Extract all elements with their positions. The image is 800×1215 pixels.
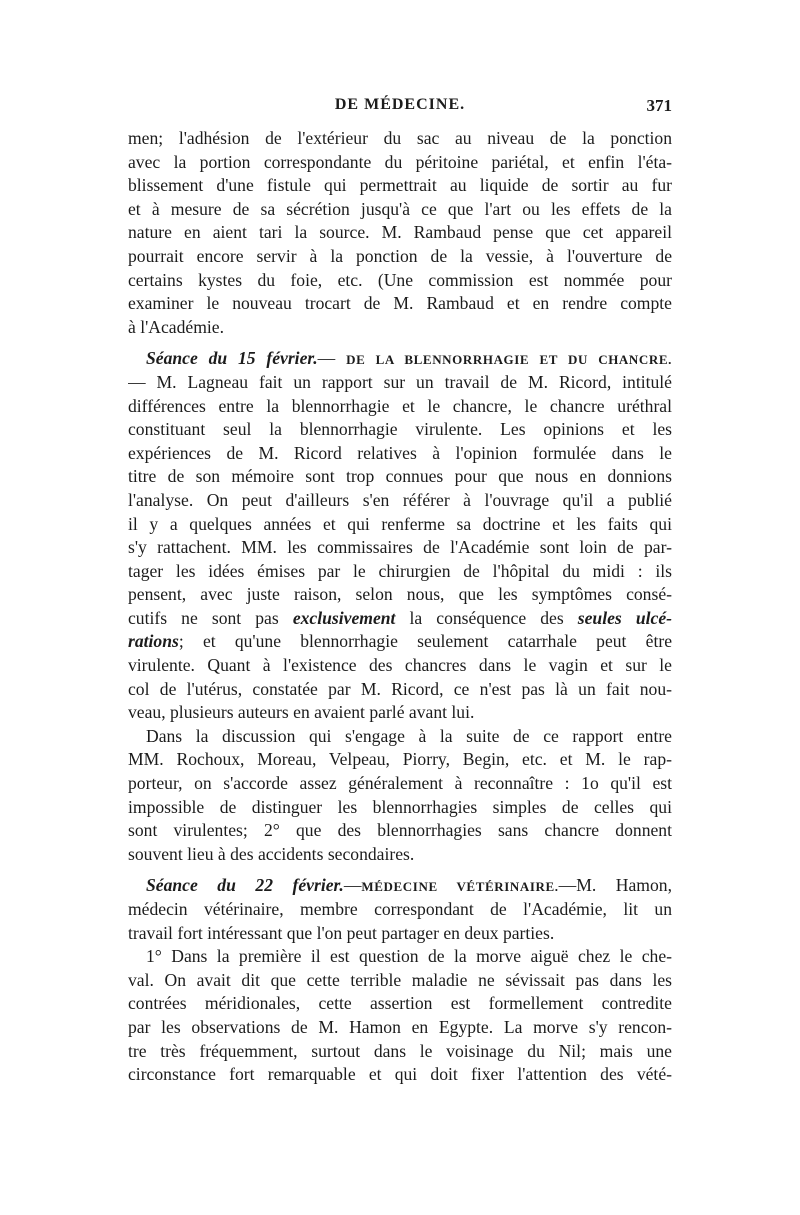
text-line: sont virulentes; 2° que des blennorrhagies sans chancre donnent (128, 820, 672, 841)
text-line: circonstance fort remarquable et qui doit fixer l'attention des vété- (128, 1064, 672, 1085)
text-line: titre de son mémoire sont trop connues pour que nous en donnions (128, 466, 672, 487)
text-line: constituant seul la blennorrhagie virulente. Les opinions et les (128, 419, 672, 440)
text-line: travail fort intéressant que l'on peut partager en deux parties. (128, 922, 555, 943)
text-line: certains kystes du foie, etc. (Une commission est nommée pour (128, 269, 672, 290)
text-line: — M. Lagneau fait un rapport sur un travail de M. Ricord, intitulé (128, 371, 672, 392)
text-line: examiner le nouveau trocart de M. Rambaud et en rendre compte (128, 293, 672, 314)
text-line: tager les idées émises par le chirurgien de l'hôpital du midi : ils (128, 560, 672, 581)
text-line: MM. Rochoux, Moreau, Velpeau, Piorry, Begin, etc. et M. le rap- (128, 749, 672, 770)
text-line: impossible de distinguer les blennorrhagies simples de celles qui (128, 796, 672, 817)
text-line: virulente. Quant à l'existence des chancres dans le vagin et sur le (128, 655, 672, 676)
session-date: Séance du 15 février. (146, 348, 318, 369)
text-line: expériences de M. Ricord relatives à l'opinion formulée dans le (128, 442, 672, 463)
text-line: val. On avait dit que cette terrible maladie ne sévissait pas dans les (128, 969, 672, 990)
text-line: par les observations de M. Hamon en Egypte. La morve s'y rencon- (128, 1016, 672, 1037)
text-line: nature en aient tari la source. M. Rambaud pense que cet appareil (128, 222, 672, 243)
page-number: 371 (646, 96, 672, 115)
text-line (128, 607, 672, 631)
paragraph-gap (128, 866, 672, 874)
text-line: différences entre la blennorrhagie et le chancre, le chancre uréthral (128, 395, 672, 416)
text-line: veau, plusieurs auteurs en avaient parlé avant lui. (128, 702, 475, 723)
text-run: ; et qu'une blennorrhagie seulement catarrhale peut être (178, 631, 672, 652)
paragraph-seance-22-fevrier (128, 874, 672, 945)
text-line: et à mesure de sa sécrétion jusqu'à ce que l'art ou les effets de la (128, 198, 672, 219)
text-line: porteur, on s'accorde assez généralement à reconnaître : 1o qu'il est (128, 773, 672, 794)
text-line: blissement d'une fistule qui permettrait au liquide de sortir au fur (128, 175, 672, 196)
text-line: pourrait encore servir à la ponction de la vessie, à l'ouverture de (128, 245, 672, 266)
session-heading-line (128, 347, 672, 371)
text-line: Dans la discussion qui s'engage à la suite de ce rapport entre (146, 725, 672, 746)
text-line: pensent, avec juste raison, selon nous, que les symptômes consé- (128, 584, 672, 605)
text-line: men; l'adhésion de l'extérieur du sac au niveau de la ponction (128, 128, 672, 148)
paragraph-seance-15-fevrier (128, 347, 672, 725)
text-line: à l'Académie. (128, 316, 224, 337)
running-header (128, 96, 672, 122)
emphasis-text: exclusivement (292, 607, 396, 628)
session-heading-line (128, 874, 672, 898)
text-line: avec la portion correspondante du péritoine pariétal, et enfin l'éta- (128, 151, 672, 172)
dash: — (317, 348, 347, 369)
running-title: DE MÉDECINE. (334, 96, 466, 113)
paragraph-morve (128, 945, 672, 1087)
text-line: souvent lieu à des accidents secondaires. (128, 843, 415, 864)
text-run: la conséquence des (395, 607, 578, 628)
text-run: cutifs ne sont pas (128, 607, 293, 628)
paragraph-discussion (128, 725, 672, 867)
session-date: Séance du 22 février. (146, 875, 344, 896)
text-line: s'y rattachent. MM. les commissaires de l'Académie sont loin de par- (128, 537, 672, 558)
text-line: médecin vétérinaire, membre correspondant de l'Académie, lit un (128, 899, 672, 919)
text-line: l'analyse. On peut d'ailleurs s'en référer à l'ouvrage qu'il a publié (128, 489, 672, 510)
section-title: DE LA BLENNORRHAGIE ET DU CHANCRE. (346, 352, 672, 368)
text-line: il y a quelques années et qui renferme sa doctrine et les faits qui (128, 513, 672, 534)
paragraph-gap (128, 339, 672, 347)
text-line: 1° Dans la première il est question de la morve aiguë chez le che- (146, 946, 672, 967)
emphasis-text: rations (128, 631, 179, 652)
text-run: —M. Hamon, (558, 875, 672, 896)
emphasis-text: seules ulcé- (577, 607, 672, 628)
text-line: tre très fréquemment, surtout dans le voisinage du Nil; mais une (128, 1040, 672, 1061)
text-line (128, 630, 672, 654)
section-title: MÉDECINE VÉTÉRINAIRE. (361, 879, 559, 895)
dash: — (343, 875, 362, 896)
text-line: contrées méridionales, cette assertion est formellement contredite (128, 993, 672, 1014)
page-body (128, 127, 672, 1087)
text-line: col de l'utérus, constatée par M. Ricord, ce n'est pas là un fait nou- (128, 678, 672, 699)
paragraph-trocart (128, 127, 672, 339)
